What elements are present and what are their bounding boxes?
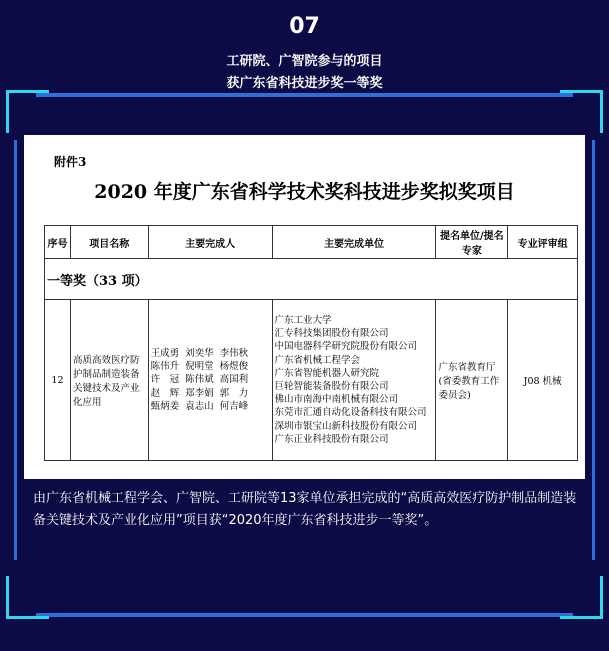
person: 郑李娟 xyxy=(185,387,214,399)
people-col-3 xyxy=(220,347,249,413)
header-nominator: 提名单位/提名专家 xyxy=(436,226,508,259)
header-people: 主要完成人 xyxy=(148,226,272,259)
frame-right-bar xyxy=(592,140,595,560)
person: 李伟秋 xyxy=(219,347,249,359)
corner-top-left xyxy=(6,90,49,133)
unit: 广东正业科技股份有限公司 xyxy=(274,433,389,445)
header-units: 主要完成单位 xyxy=(272,226,436,259)
person: 许 冠 xyxy=(150,374,180,386)
row-nominator: 广东省教育厅(省委教育工作委员会) xyxy=(436,300,508,461)
row-index: 12 xyxy=(45,300,71,461)
frame-left-bar xyxy=(14,140,17,560)
header-project-name: 项目名称 xyxy=(70,226,148,259)
unit: 巨轮智能装备股份有限公司 xyxy=(274,381,389,392)
unit: 广东工业大学 xyxy=(274,314,332,326)
person: 郭 力 xyxy=(219,387,249,399)
unit: 东莞市汇通自动化设备科技有限公司 xyxy=(274,407,427,419)
people-col-1 xyxy=(151,347,180,413)
row-units xyxy=(272,300,436,461)
document-title: 2020 年度广东省科学技术奖科技进步奖拟奖项目 xyxy=(94,181,515,203)
person: 陈伟斌 xyxy=(185,374,214,386)
category-row xyxy=(45,259,578,300)
person: 王成勇 xyxy=(150,347,180,359)
header-review-group: 专业评审组 xyxy=(508,226,578,259)
award-table xyxy=(44,225,578,461)
corner-top-right xyxy=(560,90,603,133)
unit: 佛山市南海中南机械有限公司 xyxy=(274,394,399,406)
project-description: 由广东省机械工程学会、广智院、工研院等13家单位承担完成的“高质高效医疗防护制品制造装备关键技术及产业化应用”项目获“2020年度广东省科技进步一等奖”。 xyxy=(33,491,577,528)
unit: 广东省机械工程学会 xyxy=(274,354,361,366)
annex-label: 附件3 xyxy=(54,155,87,169)
person: 刘奕华 xyxy=(185,347,214,359)
table-header-row xyxy=(45,226,578,259)
person: 甄炳姜 xyxy=(150,400,180,412)
unit: 深圳市银宝山新科技股份有限公司 xyxy=(274,420,418,432)
unit: 中国电器科学研究院股份有限公司 xyxy=(274,341,418,353)
person: 倪明堂 xyxy=(185,361,214,373)
corner-bottom-right xyxy=(560,576,603,619)
frame-top-bar xyxy=(36,93,573,97)
person: 赵 辉 xyxy=(150,387,180,399)
unit: 广东省智能机器人研究院 xyxy=(274,367,380,379)
person: 杨煜俊 xyxy=(219,361,249,373)
subtitle-line-2: 获广东省科技进步奖一等奖 xyxy=(226,76,383,91)
row-review-group: J08 机械 xyxy=(508,300,578,461)
subtitle-line-1: 工研院、广智院参与的项目 xyxy=(226,54,383,69)
row-project-name: 高质高效医疗防护制品制造装备关键技术及产业化应用 xyxy=(70,300,148,461)
person: 袁志山 xyxy=(185,400,214,412)
frame-bottom-bar xyxy=(36,613,573,617)
section-number: 07 xyxy=(289,14,320,39)
table-row xyxy=(45,300,578,461)
person: 高国利 xyxy=(219,374,249,386)
row-people xyxy=(148,300,272,461)
corner-bottom-left xyxy=(6,576,49,619)
award-document xyxy=(24,135,585,479)
category-label: 一等奖（33 项） xyxy=(45,259,578,300)
unit: 汇专科技集团股份有限公司 xyxy=(274,328,389,340)
person: 陈伟升 xyxy=(150,361,180,373)
person: 何吉峰 xyxy=(219,400,249,412)
header-index: 序号 xyxy=(45,226,71,259)
people-col-2 xyxy=(185,347,214,413)
